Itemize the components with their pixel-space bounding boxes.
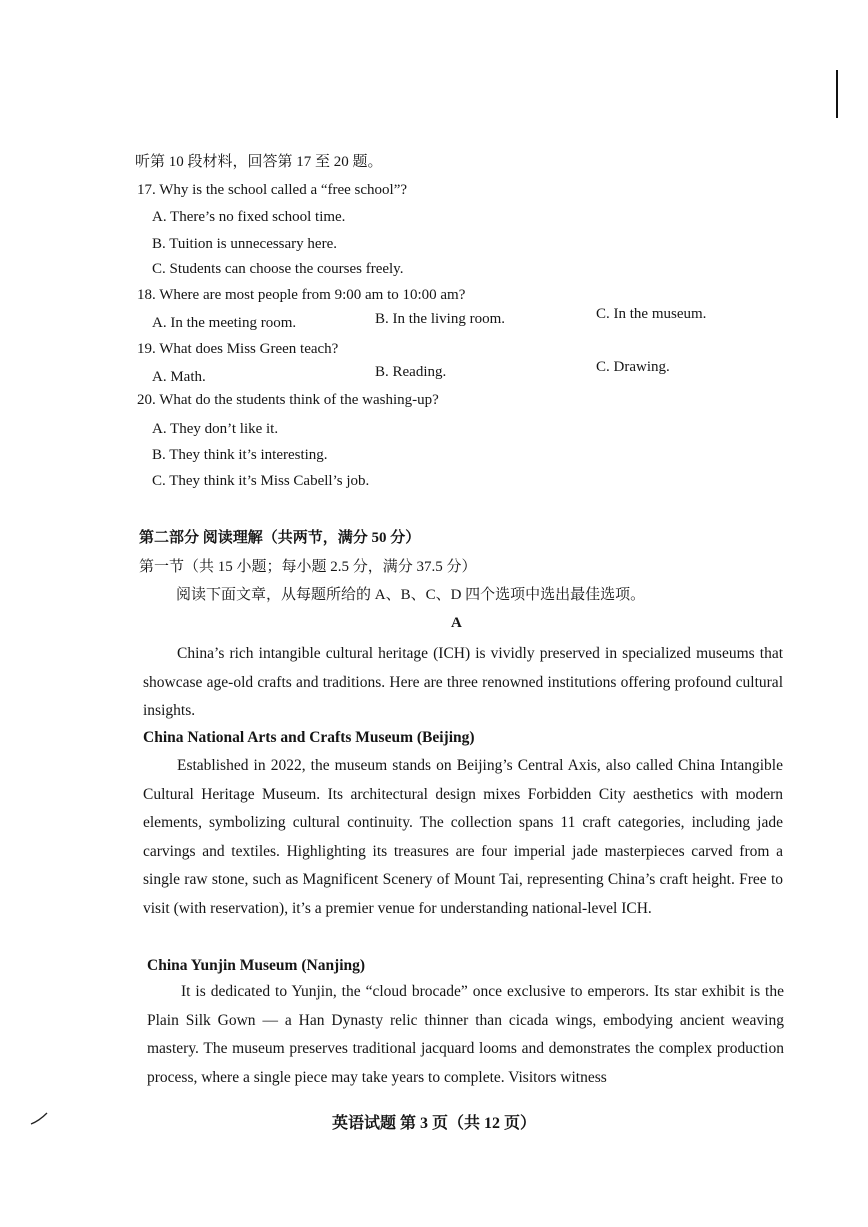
- question-17: 17. Why is the school called a “free school”?: [137, 182, 408, 198]
- museum-1-text: Established in 2022, the museum stands on Beijing’s Central Axis, also called China Intangible Cultural Heritage Museum. Its architectural design mixes Forbidden City aesthetics with modern elements, symbolizing cultural continuity. The collection spans 11 craft categories, including jade carvings and textiles. Highlighting its treasures are four imperial jade masterpieces carved from a single raw stone, such as Magnificent Scenery of Mount Tai, representing China’s craft height. Free to visit (with reservation), it’s a premier venue for understanding national-level ICH.: [143, 757, 783, 917]
- q19-option-c: C. Drawing.: [596, 359, 670, 375]
- q17-option-a: A. There’s no fixed school time.: [152, 209, 346, 225]
- part-two-title: 第二部分 阅读理解（共两节，满分 50 分）: [139, 530, 421, 546]
- museum-2-heading: China Yunjin Museum (Nanjing): [147, 957, 366, 974]
- q20-option-a: A. They don’t like it.: [152, 421, 279, 437]
- museum-2-text: It is dedicated to Yunjin, the “cloud brocade” once exclusive to emperors. Its star exhibit is the Plain Silk Gown — a Han Dynasty relic thinner than cicada wings, embodying ancient weaving mastery. The museum preserves traditional jacquard looms and demonstrates the complex production process, where a single piece may take years to complete. Visitors witness: [147, 983, 784, 1086]
- passage-intro: China’s rich intangible cultural heritage (ICH) is vividly preserved in specialized museums that showcase age-old crafts and traditions. Here are three renowned institutions offering profound cultural insights.: [143, 645, 783, 720]
- q18-option-b: B. In the living room.: [375, 311, 505, 327]
- scan-edge-mark: [836, 70, 838, 118]
- question-18: 18. Where are most people from 9:00 am to 10:00 am?: [137, 287, 466, 303]
- museum-1-heading: China National Arts and Crafts Museum (Beijing): [143, 729, 475, 746]
- question-19: 19. What does Miss Green teach?: [137, 341, 339, 357]
- q19-option-a: A. Math.: [152, 369, 206, 385]
- question-20: 20. What do the students think of the washing-up?: [137, 392, 439, 408]
- page-footer: 英语试题 第 3 页（共 12 页）: [331, 1115, 536, 1132]
- q18-option-a: A. In the meeting room.: [152, 315, 297, 331]
- q17-option-b: B. Tuition is unnecessary here.: [152, 236, 337, 252]
- q20-option-b: B. They think it’s interesting.: [152, 447, 328, 463]
- q17-option-c: C. Students can choose the courses freely.: [152, 261, 404, 277]
- reading-instruction: 阅读下面文章，从每题所给的 A、B、C、D 四个选项中选出最佳选项。: [176, 587, 646, 603]
- passage-label: A: [451, 615, 462, 631]
- listening-intro: 听第 10 段材料，回答第 17 至 20 题。: [135, 154, 383, 170]
- section-one-title: 第一节（共 15 小题；每小题 2.5 分，满分 37.5 分）: [139, 559, 477, 575]
- q20-option-c: C. They think it’s Miss Cabell’s job.: [152, 473, 370, 489]
- q19-option-b: B. Reading.: [375, 364, 447, 380]
- q18-option-c: C. In the museum.: [596, 306, 707, 322]
